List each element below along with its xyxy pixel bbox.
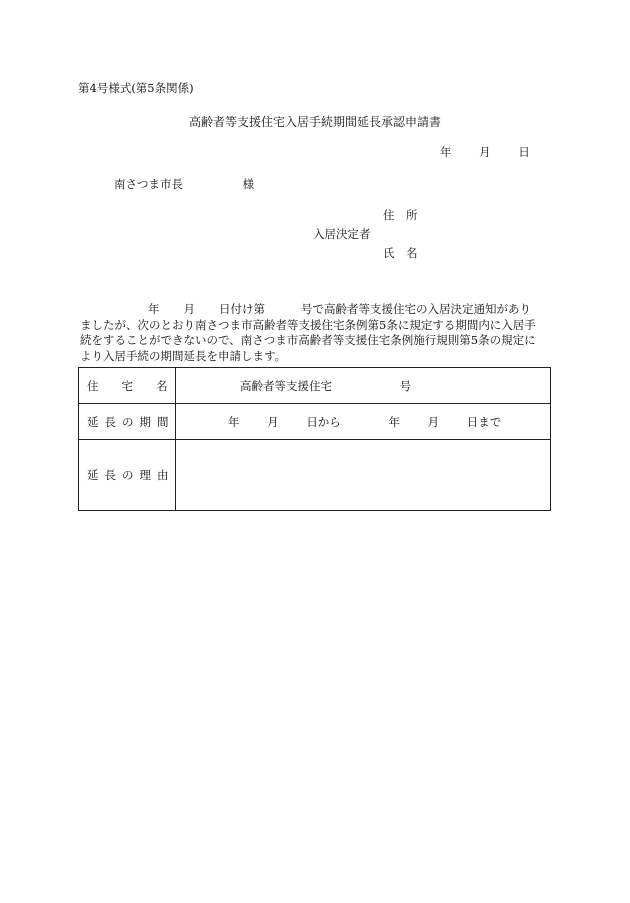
date-day: 日 <box>518 145 530 159</box>
body-line-4: より入居手続の期間延長を申請します。 <box>80 348 287 363</box>
application-table <box>78 367 551 511</box>
document-title: 高齢者等支援住宅入居手続期間延長承認申請書 <box>188 115 441 129</box>
application-date <box>440 147 530 159</box>
housing-name-label: 住 宅 名 <box>79 368 176 404</box>
body-line-1: 年 月 日付け第 号で高齢者等支援住宅の入居決定通知があり <box>148 302 531 316</box>
body-line-3: 続をすることができないので、南さつま市高齢者等支援住宅条例施行規則第5条の規定に <box>80 333 536 347</box>
body-line-2: ましたが、次のとおり南さつま市高齢者等支援住宅条例第5条に規定する期間内に入居手 <box>80 317 536 332</box>
applicant-name-label: 氏 名 <box>383 246 418 260</box>
extension-period-field[interactable] <box>176 404 551 440</box>
date-year: 年 <box>440 145 452 159</box>
housing-name-prefix: 高齢者等支援住宅 <box>240 378 332 393</box>
housing-name-field[interactable] <box>176 368 551 404</box>
addressee-name: 南さつま市長 <box>114 177 183 191</box>
from-year: 年 <box>228 414 240 429</box>
table-row <box>79 440 551 511</box>
from-day: 日から <box>306 414 341 429</box>
addressee <box>114 179 254 191</box>
to-day: 日まで <box>466 414 502 429</box>
applicant-address-label: 住 所 <box>383 208 418 222</box>
table-row <box>79 404 551 440</box>
housing-name-suffix: 号 <box>399 378 412 393</box>
addressee-honorific: 様 <box>242 177 255 191</box>
extension-reason-label: 延長の理由 <box>79 440 176 511</box>
extension-period-label: 延長の期間 <box>79 404 176 440</box>
table-row <box>79 368 551 404</box>
date-month: 月 <box>479 145 491 159</box>
form-number: 第4号様式(第5条関係) <box>78 81 194 95</box>
application-body <box>80 302 550 364</box>
from-month: 月 <box>267 414 279 429</box>
to-year: 年 <box>388 414 400 429</box>
extension-reason-field[interactable] <box>176 440 551 511</box>
applicant-role-label: 入居決定者 <box>313 227 371 241</box>
to-month: 月 <box>427 414 440 429</box>
